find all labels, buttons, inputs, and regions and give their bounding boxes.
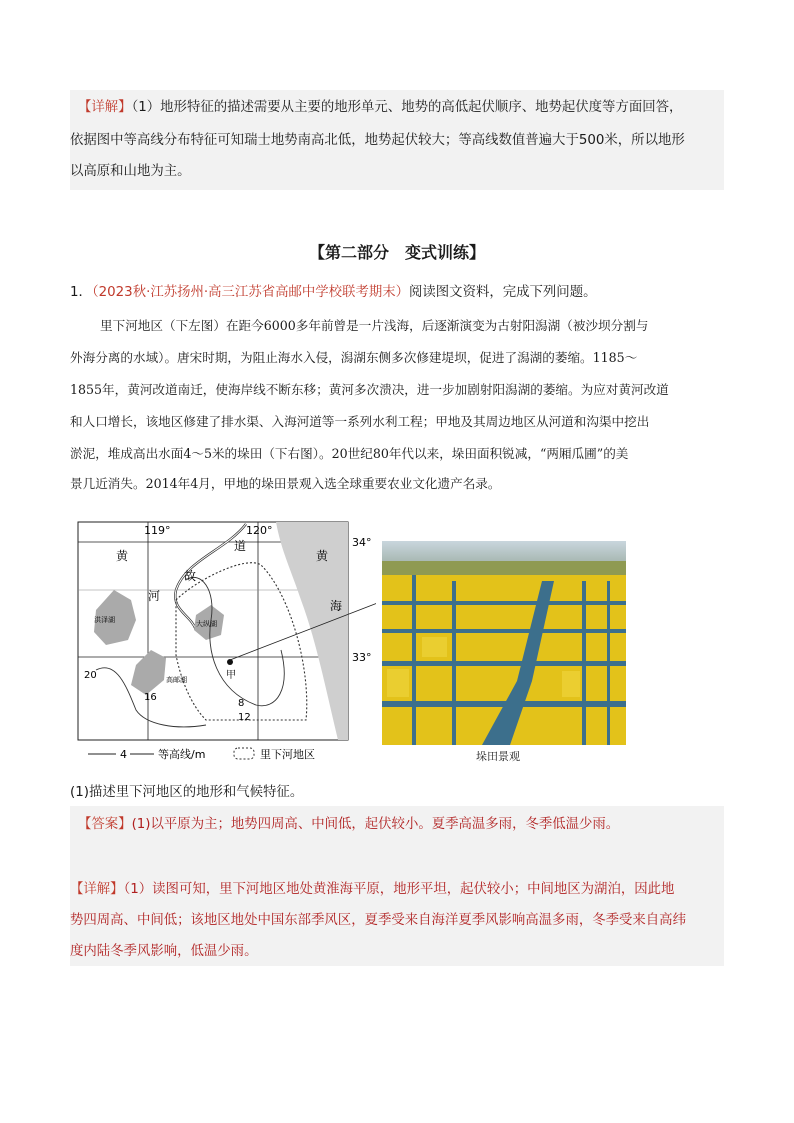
contour-label-20: 20 — [84, 670, 97, 681]
answer-line — [78, 815, 619, 835]
river-char-4: 道 — [234, 539, 247, 553]
sea-char-1: 黄 — [316, 549, 329, 563]
answer-text: (1)以平原为主；地势四周高、中间低，起伏较小。夏季高温多雨，冬季低温少雨。 — [131, 817, 620, 832]
material-line-3: 1855年，黄河改道南迁，使海岸线不断东移；黄河多次溃决，进一步加剧射阳潟湖的萎缩。为应对黄河改道 — [70, 382, 669, 397]
answer-tag: 【答案】 — [78, 817, 132, 832]
material-line-2: 外海分离的水域）。唐宋时期，为阻止海水入侵，潟湖东侧多次修建堤坝，促进了潟湖的萎缩。1185～ — [70, 350, 638, 365]
material-line-5: 淤泥，堆成高出水面4～5米的垛田（下右图）。20世纪80年代以来，垛田面积锐减，“两厢瓜圃”的美 — [70, 446, 629, 461]
detail-line-3: 度内陆冬季风影响，低温少雨。 — [70, 944, 258, 959]
detail-line-1: 【详解】（1）读图可知，里下河地区地处黄淮海平原，地形平坦，起伏较小；中间地区为湖泊，因此地 — [70, 882, 675, 897]
contour-label-12: 12 — [238, 712, 251, 723]
question-header: 1．（2023秋·江苏扬州·高三江苏省高邮中学校联考期末）阅读图文资料，完成下列问题。 — [70, 285, 597, 300]
part-title: 【第二部分 变式训练】 — [308, 243, 485, 262]
legend-contour-num: 4 — [120, 748, 127, 761]
legend-contour: 等高线/m — [158, 748, 206, 761]
sub-question: (1)描述里下河地区的地形和气候特征。 — [70, 785, 304, 800]
contour-label-8: 8 — [238, 698, 245, 709]
legend-region: 里下河地区 — [260, 748, 315, 761]
river-char-1: 黄 — [116, 549, 129, 563]
lake-label-3: 大纵湖 — [196, 620, 217, 628]
point-label: 甲 — [226, 670, 236, 681]
lat-label-33: 33° — [352, 651, 372, 664]
detail-tag-2: 【详解】 — [70, 882, 124, 897]
question-source: （2023秋·江苏扬州·高三江苏省高邮中学校联考期末） — [91, 285, 410, 300]
prev-detail-line-1: 【详解】（1）地形特征的描述需要从主要的地形单元、地势的高低起伏顺序、地势起伏度等方面回答， — [78, 100, 683, 115]
detail-tag: 【详解】 — [78, 100, 132, 115]
lake-label-2: 高邮湖 — [166, 676, 187, 684]
lon-label-119: 119° — [144, 524, 171, 537]
photo-caption: 垛田景观 — [476, 750, 520, 763]
material-line-1: 里下河地区（下左图）在距今6000多年前曾是一片浅海，后逐渐演变为古射阳潟湖（被沙坝分割与 — [100, 318, 649, 333]
river-char-3: 故 — [184, 569, 197, 583]
material-line-6: 景几近消失。2014年4月，甲地的垛田景观入选全球重要农业文化遗产名录。 — [70, 476, 501, 491]
duotian-photo — [382, 541, 626, 745]
sea-char-2: 海 — [330, 599, 343, 613]
prev-detail-line-2: 依据图中等高线分布特征可知瑞士地势南高北低，地势起伏较大；等高线数值普遍大于500米，所以地形 — [70, 133, 685, 148]
prev-detail-line-3: 以高原和山地为主。 — [70, 164, 191, 179]
detail-line-2: 势四周高、中间低；该地区地处中国东部季风区，夏季受来自海洋夏季风影响高温多雨，冬季受来自高纬 — [70, 913, 686, 928]
contour-label-16: 16 — [144, 692, 157, 703]
lake-label-1: 洪泽湖 — [94, 616, 115, 624]
lixiahe-map — [76, 520, 376, 765]
lon-label-120: 120° — [246, 524, 273, 537]
river-char-2: 河 — [148, 589, 161, 603]
material-line-4: 和人口增长，该地区修建了排水渠、入海河道等一系列水利工程；甲地及其周边地区从河道和沟渠中挖出 — [70, 414, 650, 429]
lat-label-34: 34° — [352, 536, 372, 549]
